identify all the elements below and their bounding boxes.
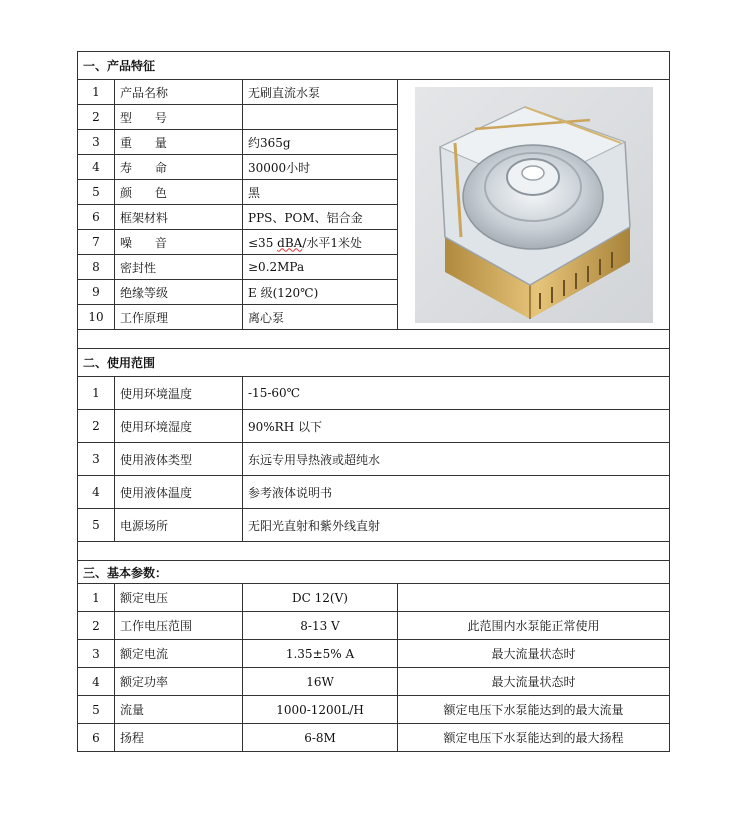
row-label: 寿 命	[115, 155, 243, 180]
row-label: 使用液体类型	[115, 443, 243, 476]
row-value: 约365g	[243, 130, 398, 155]
row-note	[398, 584, 670, 612]
row-value: 东远专用导热液或超纯水	[243, 443, 670, 476]
table-row	[78, 509, 670, 542]
row-label: 使用环境湿度	[115, 410, 243, 443]
value-unit: dBA	[277, 235, 303, 250]
row-number: 1	[78, 377, 115, 410]
row-value: 30000小时	[243, 155, 398, 180]
table-row	[78, 612, 670, 640]
row-number: 4	[78, 476, 115, 509]
row-value: 8-13 V	[243, 612, 398, 640]
row-value: PPS、POM、铝合金	[243, 205, 398, 230]
row-value: DC 12(V)	[243, 584, 398, 612]
row-number: 4	[78, 668, 115, 696]
row-number: 5	[78, 180, 115, 205]
row-value: 1000-1200L/H	[243, 696, 398, 724]
row-value: 黑	[243, 180, 398, 205]
spacer-row	[78, 542, 670, 561]
spec-table	[77, 51, 670, 752]
row-label: 型 号	[115, 105, 243, 130]
row-label: 额定电流	[115, 640, 243, 668]
row-number: 3	[78, 640, 115, 668]
section-header-usage	[78, 349, 670, 377]
row-number: 3	[78, 443, 115, 476]
row-note: 额定电压下水泵能达到的最大流量	[398, 696, 670, 724]
row-number: 2	[78, 612, 115, 640]
row-number: 5	[78, 696, 115, 724]
row-label: 扬程	[115, 724, 243, 752]
row-number: 8	[78, 255, 115, 280]
table-row	[78, 584, 670, 612]
row-label: 重 量	[115, 130, 243, 155]
row-label: 工作电压范围	[115, 612, 243, 640]
spacer-row	[78, 330, 670, 349]
row-value: ≥0.2MPa	[243, 255, 398, 280]
row-number: 3	[78, 130, 115, 155]
row-number: 9	[78, 280, 115, 305]
row-number: 1	[78, 80, 115, 105]
row-label: 噪 音	[115, 230, 243, 255]
product-photo-cell	[398, 80, 670, 330]
table-row	[78, 724, 670, 752]
section-title: 二、使用范围	[78, 349, 670, 377]
row-number: 7	[78, 230, 115, 255]
row-value: 6-8M	[243, 724, 398, 752]
table-row	[78, 476, 670, 509]
row-note: 额定电压下水泵能达到的最大扬程	[398, 724, 670, 752]
row-label: 工作原理	[115, 305, 243, 330]
row-number: 4	[78, 155, 115, 180]
row-label: 使用环境温度	[115, 377, 243, 410]
value-suffix: /水平1米处	[302, 235, 362, 250]
section-header-features	[78, 52, 670, 80]
row-value: 无刷直流水泵	[243, 80, 398, 105]
row-number: 1	[78, 584, 115, 612]
row-label: 流量	[115, 696, 243, 724]
section-title: 一、产品特征	[78, 52, 670, 80]
row-label: 电源场所	[115, 509, 243, 542]
table-row	[78, 696, 670, 724]
row-value: 1.35±5% A	[243, 640, 398, 668]
row-note: 此范围内水泵能正常使用	[398, 612, 670, 640]
value-prefix: ≤35	[248, 235, 278, 250]
row-label: 额定功率	[115, 668, 243, 696]
row-value	[243, 230, 398, 255]
row-label: 框架材料	[115, 205, 243, 230]
table-row	[78, 80, 670, 105]
row-value: 离心泵	[243, 305, 398, 330]
row-label: 绝缘等级	[115, 280, 243, 305]
row-value: -15-60℃	[243, 377, 670, 410]
pump-photo	[415, 87, 653, 323]
row-number: 6	[78, 724, 115, 752]
row-value: 参考液体说明书	[243, 476, 670, 509]
row-number: 6	[78, 205, 115, 230]
table-row	[78, 640, 670, 668]
row-label: 额定电压	[115, 584, 243, 612]
row-note: 最大流量状态时	[398, 640, 670, 668]
row-number: 5	[78, 509, 115, 542]
row-value: 无阳光直射和紫外线直射	[243, 509, 670, 542]
section-title: 三、基本参数：	[78, 561, 670, 584]
row-label: 颜 色	[115, 180, 243, 205]
row-label: 使用液体温度	[115, 476, 243, 509]
table-row	[78, 410, 670, 443]
table-row	[78, 668, 670, 696]
row-note: 最大流量状态时	[398, 668, 670, 696]
table-row	[78, 443, 670, 476]
section-header-params	[78, 561, 670, 584]
row-value: 16W	[243, 668, 398, 696]
row-value	[243, 105, 398, 130]
row-number: 2	[78, 105, 115, 130]
row-label: 产品名称	[115, 80, 243, 105]
row-number: 2	[78, 410, 115, 443]
row-label: 密封性	[115, 255, 243, 280]
row-value: 90%RH 以下	[243, 410, 670, 443]
row-value: E 级(120℃)	[243, 280, 398, 305]
row-number: 10	[78, 305, 115, 330]
table-row	[78, 377, 670, 410]
